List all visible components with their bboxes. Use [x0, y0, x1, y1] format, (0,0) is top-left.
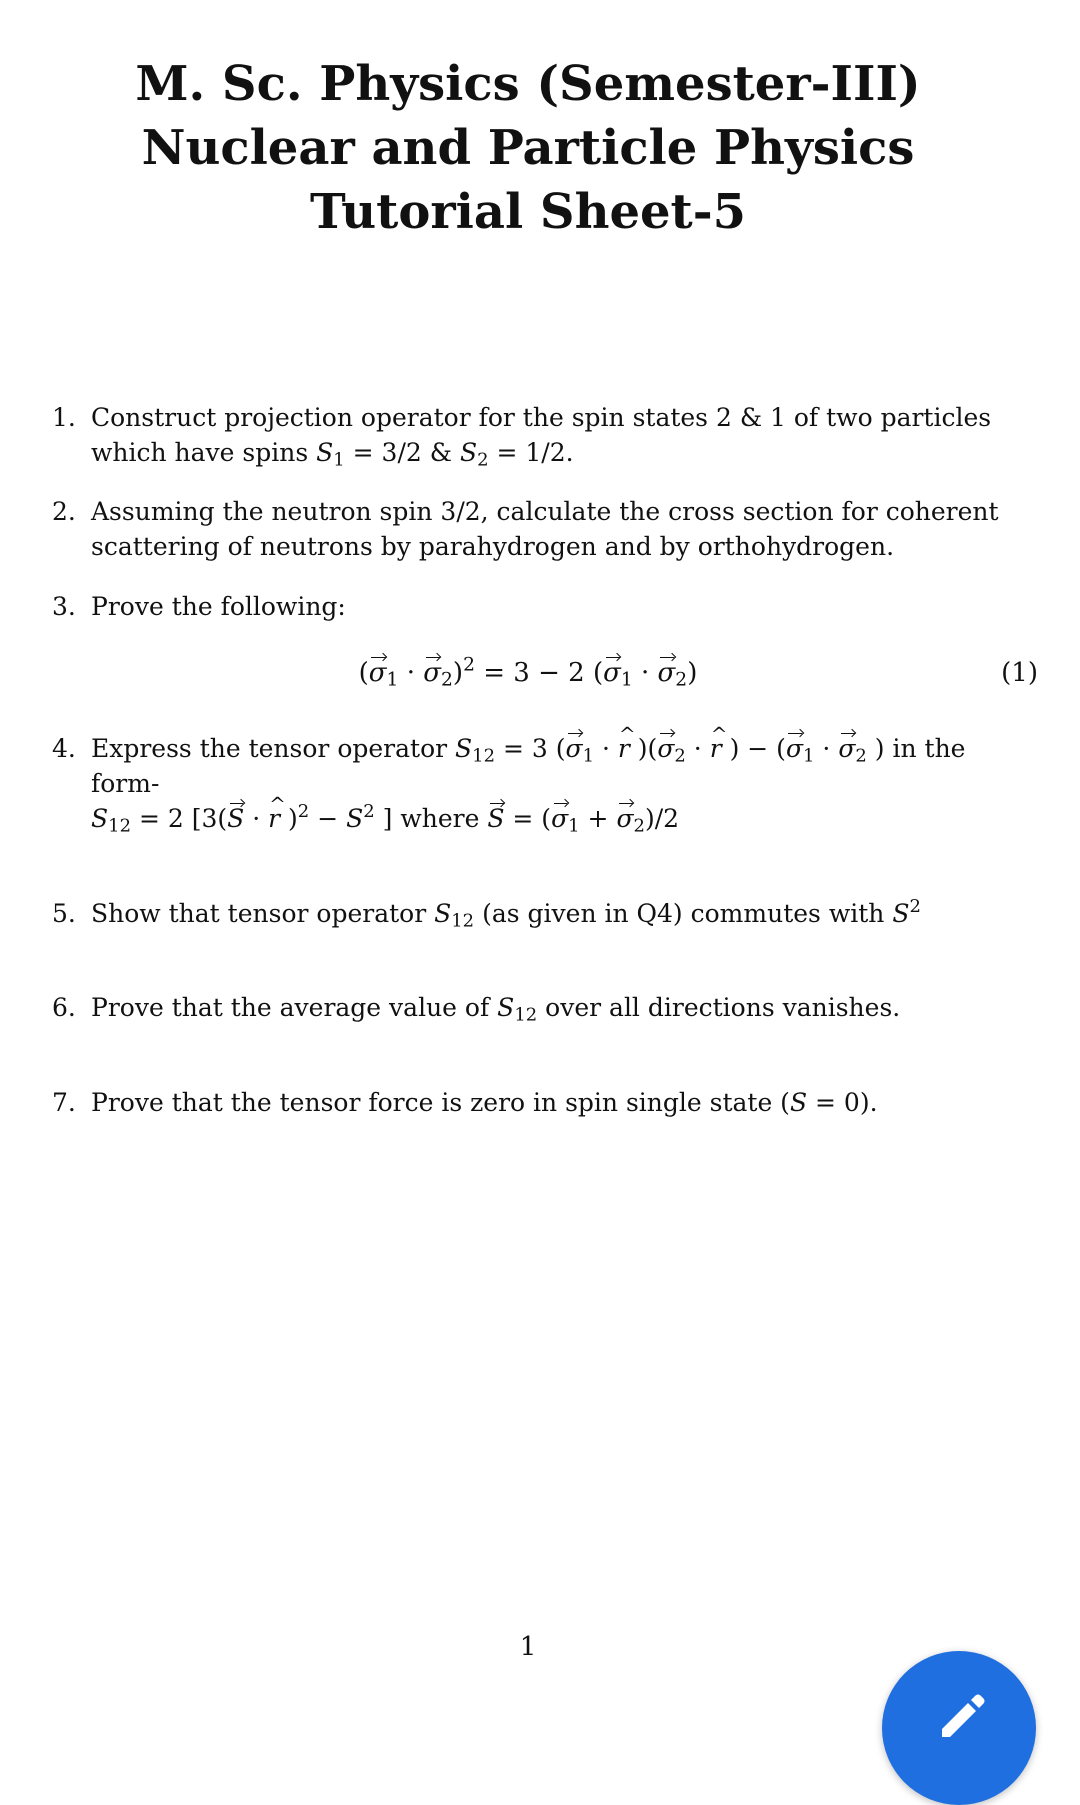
question-number: 7.: [52, 1088, 76, 1117]
question-number: 5.: [52, 899, 76, 928]
title-subject: Nuclear and Particle Physics: [141, 120, 915, 176]
question-7: [52, 1085, 1038, 1120]
question-number: 6.: [52, 993, 76, 1022]
question-2: [52, 494, 1038, 564]
question-text: Prove that the average value of $S_{12}$ over all directions vanishes.: [91, 993, 901, 1026]
question-text: Prove that the tensor force is zero in spin single state (S = 0).: [91, 1088, 878, 1117]
question-number: 4.: [52, 734, 76, 763]
title-course: M. Sc. Physics (Semester-III): [135, 56, 921, 112]
edit-fab-button[interactable]: [882, 1651, 1036, 1805]
question-4: [52, 731, 1038, 836]
question-number: 1.: [52, 403, 76, 432]
question-text: Show that tensor operator $S_{12}$ (as given in Q4) commutes with $S^2$: [91, 896, 921, 932]
question-5: [52, 896, 1038, 931]
question-text: Prove the following:: [91, 592, 346, 621]
equation: $(\sigma_1 \cdot \sigma_2)^2 = 3 - 2$ $(\sigma_1 \cdot \sigma_2)$: [358, 654, 698, 691]
page-number: 1: [519, 1632, 537, 1662]
pencil-icon: [930, 1685, 990, 1745]
equation-number: (1): [1001, 658, 1038, 688]
question-1: [52, 400, 1038, 470]
question-number: 3.: [52, 592, 76, 621]
question-text: Assuming the neutron spin 3/2, calculate the cross section for coherent scattering of neutrons by parahydrogen and by orthohydrogen.: [91, 497, 999, 561]
question-3: [52, 589, 1038, 624]
question-number: 2.: [52, 497, 76, 526]
question-text: Construct projection operator for the spin states 2 & 1 of two particles which have spins $S_1 = 3/2$ & $S_2 = 1/2$.: [91, 403, 992, 471]
question-text: Express the tensor operator $S_{12} = 3$ ($\sigma_1 \cdot r$ ^ )($\sigma_2 \cdot r$ ^ ) − ($\sigma_1 \cdot \sigma_2$ ) in the form- $S_{12} = 2$ [3(S · r ^ )$^2 - S^2$ ] where $S = (\sigma_1 + \sigma_2)/2$: [91, 731, 1038, 836]
question-6: [52, 990, 1038, 1025]
title-sheet: Tutorial Sheet-5: [309, 184, 747, 240]
